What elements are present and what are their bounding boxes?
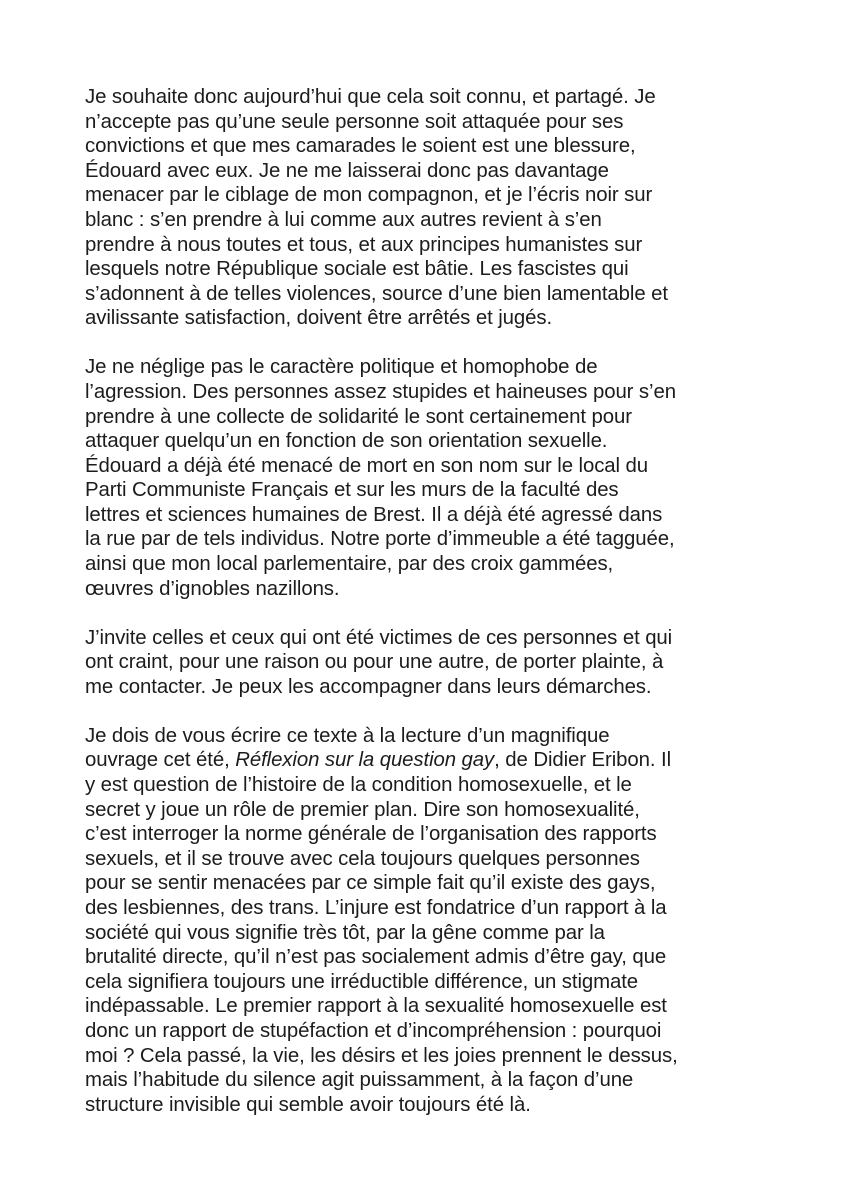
text-line: mais l’habitude du silence agit puissamment, à la façon d’une	[85, 1069, 634, 1092]
text-line: prendre à une collecte de solidarité le sont certainement pour	[85, 405, 632, 428]
text-line: pour se sentir menacées par ce simple fait qu’il existe des gays,	[85, 872, 656, 895]
text-line: me contacter. Je peux les accompagner dans leurs démarches.	[85, 675, 652, 698]
text-line: des lesbiennes, des trans. L’injure est fondatrice d’un rapport à la	[85, 896, 667, 919]
text-line: J’invite celles et ceux qui ont été victimes de ces personnes et qui	[85, 626, 673, 649]
text-line: ont craint, pour une raison ou pour une autre, de porter plainte, à	[85, 651, 664, 674]
text-line: prendre à nous toutes et tous, et aux principes humanistes sur	[85, 233, 643, 256]
text-line: Je souhaite donc aujourd’hui que cela soit connu, et partagé. Je	[85, 86, 656, 108]
text-line: Parti Communiste Français et sur les murs de la faculté des	[85, 479, 619, 502]
text-line: la rue par de tels individus. Notre porte d’immeuble a été tagguée,	[85, 528, 675, 551]
text-line: Je ne néglige pas le caractère politique et homophobe de	[85, 356, 598, 379]
text-line: menacer par le ciblage de mon compagnon, et je l’écris noir sur	[85, 184, 653, 207]
text-line: moi ? Cela passé, la vie, les désirs et les joies prennent le dessus,	[85, 1044, 678, 1067]
text-line: sexuels, et il se trouve avec cela toujours quelques personnes	[85, 847, 640, 870]
text-line: n’accepte pas qu’une seule personne soit attaquée pour ses	[85, 110, 624, 133]
text-line: indépassable. Le premier rapport à la sexualité homosexuelle est	[85, 995, 667, 1018]
text-line: l’agression. Des personnes assez stupides et haineuses pour s’en	[85, 380, 676, 403]
text-line: donc un rapport de stupéfaction et d’incompréhension : pourquoi	[85, 1019, 662, 1042]
text-line: blanc : s’en prendre à lui comme aux autres revient à s’en	[85, 208, 602, 231]
text-line: Je dois de vous écrire ce texte à la lecture d’un magnifique	[85, 724, 610, 747]
text-line: brutalité directe, qu’il n’est pas socialement admis d’être gay, que	[85, 946, 667, 969]
paragraph-invitation	[85, 626, 785, 700]
paragraph-reflection	[85, 724, 785, 1118]
text-line: s’adonnent à de telles violences, source d’une bien lamentable et	[85, 282, 668, 305]
text-line: société qui vous signifie très tôt, par la gêne comme par la	[85, 921, 605, 944]
text-line: lesquels notre République sociale est bâtie. Les fascistes qui	[85, 258, 629, 281]
text-line-with-book-title	[85, 748, 785, 773]
text-line: ainsi que mon local parlementaire, par des croix gammées,	[85, 553, 614, 576]
text-segment: , de Didier Eribon. Il	[494, 749, 672, 772]
text-line: y est question de l’histoire de la condition homosexuelle, et le	[85, 774, 632, 797]
text-line: attaquer quelqu’un en fonction de son orientation sexuelle.	[85, 430, 608, 453]
text-line: structure invisible qui semble avoir toujours été là.	[85, 1093, 531, 1116]
text-line: lettres et sciences humaines de Brest. Il a déjà été agressé dans	[85, 503, 663, 526]
text-line: avilissante satisfaction, doivent être arrêtés et jugés.	[85, 307, 553, 330]
paragraph-condemnation	[85, 85, 785, 331]
text-line: secret y joue un rôle de premier plan. Dire son homosexualité,	[85, 798, 640, 821]
text-line: Édouard a déjà été menacé de mort en son nom sur le local du	[85, 454, 649, 477]
text-line: c’est interroger la norme générale de l’organisation des rapports	[85, 823, 657, 846]
text-line: convictions et que mes camarades le soient est une blessure,	[85, 135, 636, 158]
book-title: Réflexion sur la question gay	[235, 749, 495, 772]
text-segment: ouvrage cet été,	[85, 749, 236, 772]
text-line: Édouard avec eux. Je ne me laisserai donc pas davantage	[85, 159, 609, 182]
text-line: cela signifiera toujours une irréductible différence, un stigmate	[85, 970, 639, 993]
paragraph-homophobia	[85, 355, 785, 601]
letter-body	[85, 85, 785, 1142]
text-line: œuvres d’ignobles nazillons.	[85, 577, 340, 600]
